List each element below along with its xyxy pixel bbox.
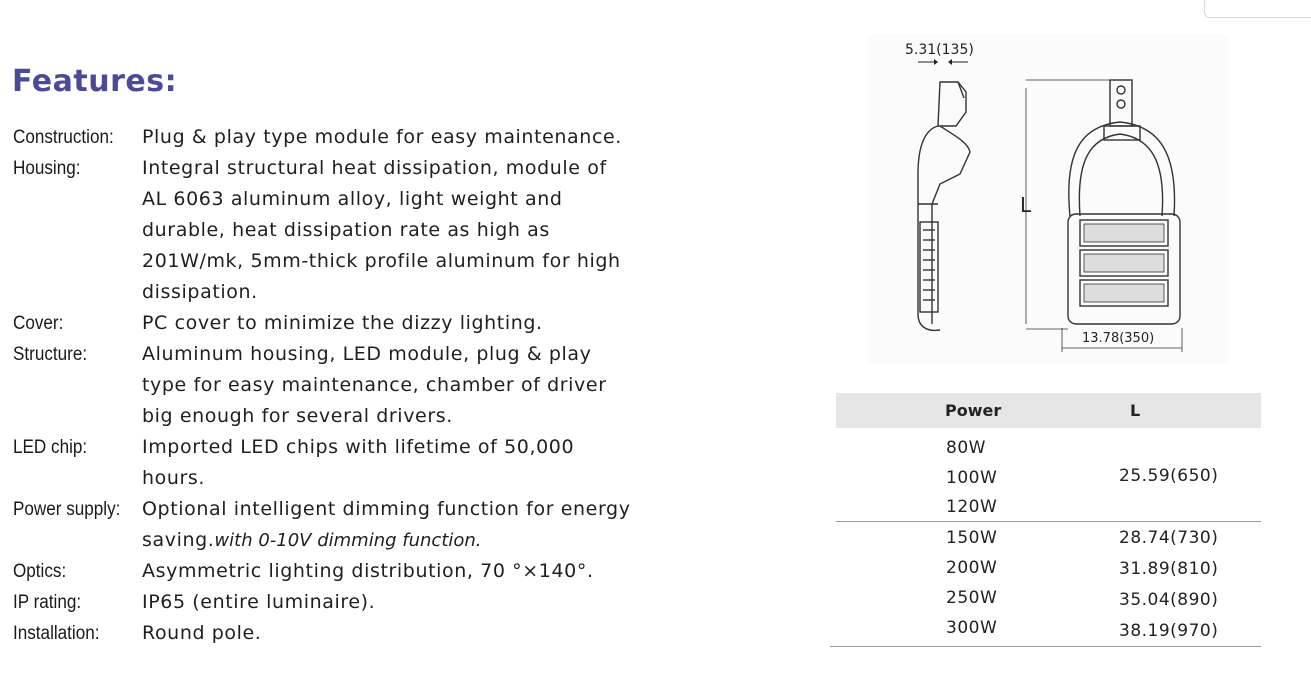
feature-line: dissipation. <box>142 281 258 303</box>
page-title: Features: <box>12 64 178 99</box>
header-length: L <box>1130 401 1141 420</box>
feature-line: Optional intelligent dimming function for energy <box>142 498 631 520</box>
features-list <box>13 122 653 649</box>
feature-structure <box>13 339 653 432</box>
feature-power-supply <box>13 494 653 556</box>
power-cell: 80W <box>946 438 986 458</box>
power-cell: 250W <box>946 588 998 608</box>
feature-installation <box>13 618 653 649</box>
length-cell: 28.74(730) <box>1119 528 1219 548</box>
table-group-high-power <box>836 522 1261 647</box>
feature-label: Installation: <box>13 623 100 644</box>
feature-cover <box>13 308 653 339</box>
feature-line-prefix: saving. <box>142 529 215 551</box>
feature-label: IP rating: <box>13 592 82 613</box>
power-length-table <box>836 393 1261 647</box>
feature-housing <box>13 153 653 308</box>
power-cell: 200W <box>946 558 998 578</box>
dimension-drawing <box>868 34 1228 364</box>
power-cell: 100W <box>946 468 998 488</box>
feature-label: Optics: <box>13 561 67 582</box>
feature-line: Integral structural heat dissipation, module of <box>142 157 607 179</box>
feature-line <box>142 525 642 556</box>
feature-label: Cover: <box>13 313 64 334</box>
length-label: L <box>1020 193 1032 217</box>
feature-line: big enough for several drivers. <box>142 405 453 427</box>
length-cell: 25.59(650) <box>1119 466 1219 486</box>
feature-line: Aluminum housing, LED module, plug & play <box>142 343 592 365</box>
feature-text: IP65 (entire luminaire). <box>142 591 376 613</box>
feature-label: LED chip: <box>13 437 88 458</box>
header-power: Power <box>945 401 1002 420</box>
feature-text <box>142 153 642 308</box>
feature-label: Structure: <box>13 344 88 365</box>
table-header <box>836 393 1261 428</box>
feature-text: Plug & play type module for easy maintenance. <box>142 126 622 148</box>
front-width-label: 13.78(350) <box>1082 331 1155 346</box>
table-bottom-rule <box>830 646 1261 647</box>
feature-line: durable, heat dissipation rate as high as <box>142 219 550 241</box>
table-group-low-power <box>836 428 1261 522</box>
feature-line: hours. <box>142 467 206 489</box>
length-cell: 35.04(890) <box>1119 590 1219 610</box>
feature-text: Round pole. <box>142 622 262 644</box>
power-cell: 150W <box>946 528 998 548</box>
feature-text <box>142 432 642 494</box>
feature-label: Construction: <box>13 127 114 148</box>
feature-ip-rating <box>13 587 653 618</box>
corner-tab <box>1204 0 1311 18</box>
feature-text <box>142 339 642 432</box>
length-cell: 38.19(970) <box>1119 621 1219 641</box>
power-cell: 120W <box>946 497 998 517</box>
feature-led-chip <box>13 432 653 494</box>
feature-text: PC cover to minimize the dizzy lighting. <box>142 312 543 334</box>
feature-line: AL 6063 aluminum alloy, light weight and <box>142 188 563 210</box>
feature-line: 201W/mk, 5mm-thick profile aluminum for high <box>142 250 621 272</box>
feature-line: Imported LED chips with lifetime of 50,000 <box>142 436 575 458</box>
length-cell: 31.89(810) <box>1119 559 1219 579</box>
feature-line: type for easy maintenance, chamber of driver <box>142 374 607 396</box>
feature-construction <box>13 122 653 153</box>
feature-text <box>142 494 642 556</box>
feature-line-italic: with 0-10V dimming function. <box>214 530 482 551</box>
power-cell: 300W <box>946 618 998 638</box>
feature-label: Housing: <box>13 158 81 179</box>
side-width-label: 5.31(135) <box>905 42 974 58</box>
feature-text: Asymmetric lighting distribution, 70 °×140°. <box>142 560 594 582</box>
feature-optics <box>13 556 653 587</box>
feature-label: Power supply: <box>13 499 121 520</box>
